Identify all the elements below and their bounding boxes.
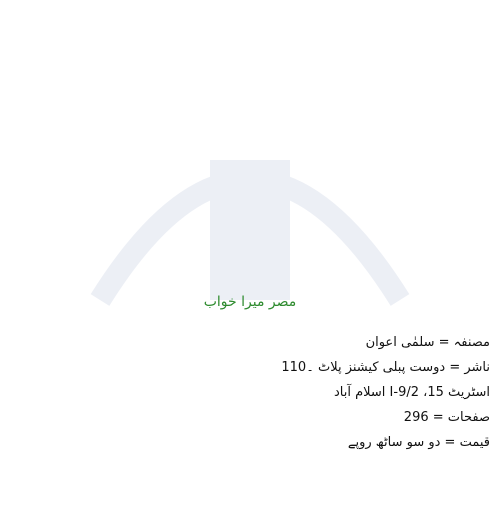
publisher-line: ناشر = دوست پبلی کیشنز پلاٹ ۔110 [281,360,490,375]
address-line: اسٹریٹ 15، I-9/2 اسلام آباد [333,385,490,400]
pages-line: صفحات = 296 [403,410,490,425]
book-title-heading: مصر میرا خواب [203,294,297,310]
book-metadata [190,330,490,455]
price-line: قیمت = دو سو ساٹھ روپے [347,435,490,450]
author-line: مصنفہ = سلمٰی اعوان [365,335,490,350]
